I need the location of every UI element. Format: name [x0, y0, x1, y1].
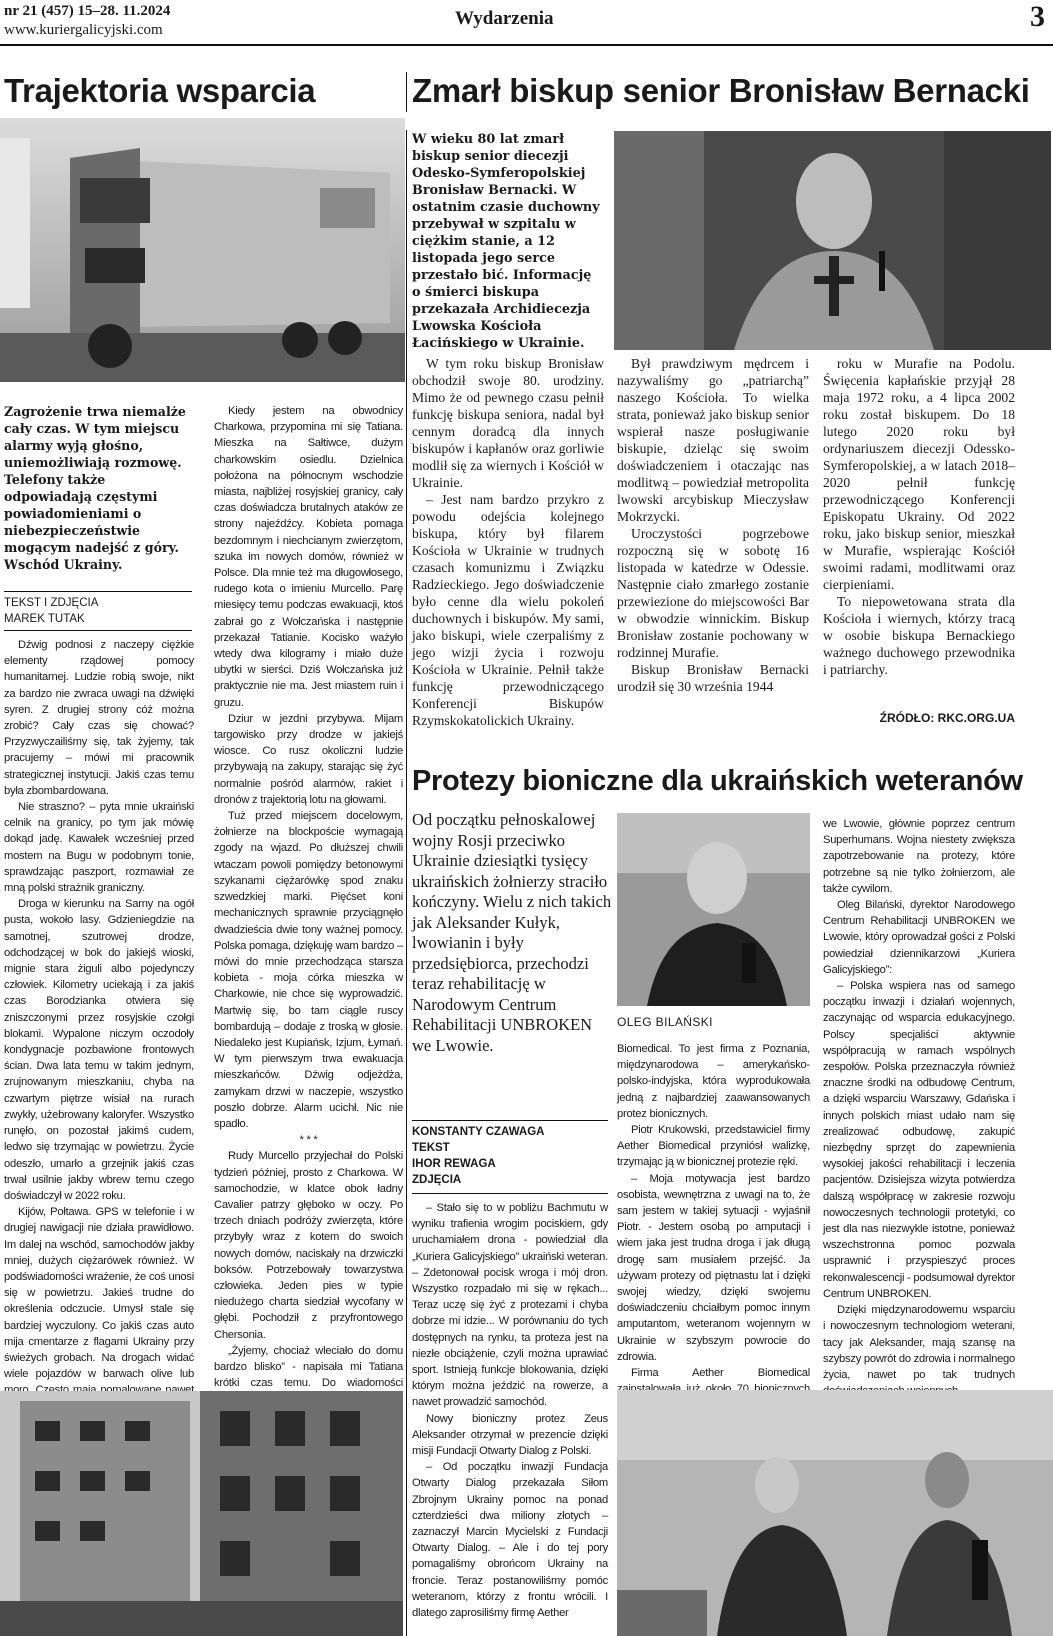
paragraph: Tuż przed miejscem docelowym, żołnierze na blockpoście wymagają zgody na wjazd. Po dłuższej chwili wtaczam powoli pomiędzy betonowymi szykanami ciężarówkę spod znaku szwedzkiej marki. Pięćset koni mechanicznych sprawnie przyciągnęło dwadzieścia dwie tony ważnej pomocy. Polska pomaga, dziękuję wam bardzo – mówi do mnie przechodząca starsza kobieta - moja córka mieszka w Charkowie, nie chce się wyprowadzić. Martwię się, bo tam ciągle ruscy bombardują – dodaje z troską w głosie. Niedaleko jest Kupiańsk, Izjum, Łymań. W tym pierwszym trwa ewakuacja mieszkańców. Dźwig odjeżdża, zamykam drzwi w naczepie, wszystko poszło dobrze. Alarm ucichł. Nic nie spadło. [214, 810, 403, 1130]
paragraph: To niepowetowana strata dla Kościoła i wiernych, którzy tracą w osobie biskupa Bernackiego ważnego duchowego przewodnika i patriarchy. [823, 594, 1015, 677]
article3-lead: Od początku pełnoskalowej wojny Rosji przeciwko Ukrainie dziesiątki tysięcy ukraińskich żołnierzy straciło kończyny. Wielu z nich takich jak Aleksander Kułyk, lwowianin i były przedsiębiorca, przechodzi teraz rehabilitację w Narodowym Centrum Rehabilitacji UNBROKEN we Lwowie. [412, 810, 612, 1055]
byline-author: MAREK TUTAK [4, 613, 85, 625]
article3-column-2 [617, 1041, 810, 1414]
photo-caption: OLEG BILAŃSKI [617, 1015, 713, 1029]
article3-column-3 [823, 816, 1015, 1399]
paragraph: Rudy Murcello przyjechał do Polski tydzień później, prosto z Charkowa. W samochodzie, w klatce obok ładny Cavalier patrzy głęboko w oczy. Po trzech dniach podróży zwierzęta, które przybyły wraz z kotem do swoich nowych domów, naciskały na drzwiczki boksów. Potrzebowały towarzystwa człowieka. Jeden pies w typie niedużego charta siedział wycofany w głębi. Pochodził z przyfrontowego Chersonia. [214, 1150, 403, 1341]
site-url[interactable]: www.kuriergalicyjski.com [4, 22, 163, 38]
paragraph: – Stało się to w pobliżu Bachmutu w wyniku trafienia wrogim pociskiem, gdy uruchamiałem drona - powiedział dla „Kuriera Galicyjskiego” ukraiński weteran. – Zdetonował pocisk wroga i mój dron. Wszystko rozpadało mi się w rękach... Teraz uczę się żyć z protezami i chyba dobrze mi idzie... W porównaniu do tych dostępnych na rynku, ta proteza jest na niezłe obciążenie, czyli można uprawiać sport. Istnieją funkcje blokowania, dzięki którym można jeździć na rowerze, a nawet prowadzić samochód. [412, 1202, 608, 1409]
paragraph: Firma Aether Biomedical [631, 1367, 810, 1380]
article2-lead: W wieku 80 lat zmarł biskup senior diecezji Odesko-Symferopolskiej Bronisław Bernacki. W ostatnim czasie duchowny przebywał w szpitalu w ciężkim stanie, a 12 listopada jego serce przestało bić. Informację o śmierci biskupa przekazała Archidiecezja Lwowska Kościoła Łacińskiego w Ukrainie. [412, 132, 600, 351]
paragraph: Dzięki międzynarodowemu wsparciu i nowoczesnym technologiom weterani, tacy jak Aleksander, mają szansę na szybszy powrót do zdrowia i normalnego życia, nawet po tak trudnych [823, 1304, 1015, 1381]
article2-source: ŹRÓDŁO: RKC.ORG.UA [879, 711, 1015, 725]
article2-column-2 [617, 355, 809, 695]
paragraph: – Od początku inwazji Fundacja Otwarty Dialog przekazała Siłom Zbrojnym Ukrainy pomoc na ponad czterdzieści dwa miliony złotych – zaznaczył Marcin Mycielski z Fundacji Otwarty Dialog. – Ale i do tej pory pomagaliśmy obrońcom Ukrainy na froncie. Teraz postanowiliśmy pomóc weteranom, którzy z frontu wrócili. I dlatego zaprosiliśmy firmę Aether [412, 1461, 608, 1620]
paragraph: W tym roku biskup Bronisław obchodził swoje 80. urodziny. Mimo że od pewnego czasu pełnił funkcję biskupa seniora, nadal był cennym doradcą dla innych biskupów i kapłanów oraz gorliwie modlił się za wiernych i Kościół w Ukrainie. [412, 356, 604, 490]
masthead-info [4, 2, 170, 40]
article1-column-1 [4, 637, 194, 1447]
byline-rule-bottom [4, 630, 192, 631]
byline-rule-bottom [412, 1193, 608, 1194]
paragraph: – Jest nam bardzo przykro z powodu odejścia kolejnego biskupa, który był filarem Kościoła w Ukrainie w trudnych czasach komunizmu i Związku Radzieckiego. Jego doświadczenie było cenne dla wielu pokoleń duchownych i biskupów. My sami, jako biskupi, wiele czerpaliśmy z jego wizji życia i rozwoju Kościoła w Ukrainie. Pełnił także funkcję przewodniczącego Konferencji Biskupów Rzymskokatolickich Ukrainy. [412, 492, 604, 728]
paragraph: Dźwig podnosi z naczepy ciężkie elementy rządowej pomocy humanitarnej. Ludzie robią swoje, nikt za bardzo nie zwraca uwagi na dźwięki syren. Z drugiej strony cóż można zrobić? Cały czas się chować? Przyzwyczailiśmy się, tak żyjemy, tak pracujemy – mówi mi pracownik strategicznej instytucji. Jakiś czas temu była zbombardowana. [4, 639, 194, 797]
paragraph: Biomedical. To jest firma z Poznania, międzynarodowa – amerykańsko-polsko-indyjska, która wyprodukowała jedną z najbardziej zaawansowanych protez bionicznych. [617, 1043, 810, 1120]
paragraph: Uroczystości pogrzebowe rozpoczną się w sobotę 16 listopada w katedrze w Odessie. Następnie ciało zmarłego zostanie przewiezione do miejscowości Bar w obwodzie winnickim. Biskup Bronisław zostanie pochowany w rodzinnej Murafie. [617, 526, 809, 660]
paragraph: we Lwowie, głównie poprzez centrum Superhumans. Wojna niestety zwiększa zapotrzebowanie na protezy, które potrzebne są nie tylko żołnierzom, ale także cywilom. [823, 818, 1015, 895]
paragraph: roku w Murafie na Podolu. Święcenia kapłańskie przyjął 28 maja 1972 roku, a 4 lipca 2002 roku został biskupem. Do 18 lutego 2020 roku był ordynariuszem diecezji Odessko-Symferopolskiej, a w latach 2018–2020 pełnił funkcję przewodniczącego Konferencji Episkopatu Ukrainy. Od 2022 roku, jako biskup senior, mieszkał w Murafie, wspierając Kościół swoimi radami, modlitwami oraz cierpieniami. [823, 356, 1015, 592]
paragraph: Droga w kierunku na Sarny na ogół pusta, wokoło lasy. Gdzieniegdzie na samotnej, szutrowej drodze, odchodzącej w bok do jakiejś wioski, mignie stara żiguli albo pojedynczy człowiek. Kilometry uciekają i za jakiś czas Borodzianka otwiera się zniszczonymi przez rosyjskie czołgi blokami. Wypalone niczym oczodoły kondygnacje pozbawione frontowych ścian. Dwa lata temu w takim jednym, zrujnowanym mieszkaniu, chyba na czwartym piętrze wisiał na rurach zwykły, użebrowany kaloryfer. Wszystko runęło, on pozostał jakimś cudem, ledwo się trzymając w powietrzu. Życie odeszło, umarło a grzejnik jakiś czas trwał usilnie jakby wbrew temu czego doświadczył w 2022 roku. [4, 898, 194, 1202]
byline-rule [412, 1120, 608, 1121]
page-number: 3 [1030, 0, 1045, 33]
paragraph: Dziur w jezdni przybywa. Mijam targowisko przy drodze w jakiejś wiosce. Co rusz okoliczni ludzie przybywają na zakupy, starając się żyć normalnie pośród alarmów, rakiet i dronów z trajektorią lotu na głowami. [214, 712, 403, 806]
byline-rule [4, 591, 192, 592]
prosthesis-photo [617, 1390, 1053, 1636]
paragraph: Był prawdziwym mędrcem i nazywaliśmy go „patriarchą” naszego Kościoła. To wielka strata, ponieważ jako biskup senior wspierał nasze posługiwanie biskupie, dzieląc się swoim doświadczeniem i otaczając nas modlitwą – powiedział metropolita lwowski arcybiskup Mieczysław Mokrzycki. [617, 356, 809, 524]
byline-author: KONSTANTY CZAWAGA [412, 1126, 545, 1138]
byline-role: TEKST I ZDJĘCIA [4, 597, 99, 609]
byline-photographer: IHOR REWAGA [412, 1158, 496, 1170]
section-title: Wydarzenia [455, 8, 554, 29]
column-divider [406, 130, 407, 1636]
paragraph: Kijów, Połtawa. GPS w telefonie i w drugiej nawigacji nie działa prawidłowo. Im dalej na wschód, samochodów jakby mniej, dużych ciężarówek również. W podświadomości wrażenie, że coś unosi się w powietrzu. Jakieś trudne do określenia odczucie. Umysł stale się bardziej wyczulony. Co jakiś czas auto mija cmentarze z flagami Ukrainy przy świeżych grobach. Na drogach widać wiele pojazdów w barwach olive lub [4, 1206, 194, 1381]
article1-column-2 [214, 403, 403, 1456]
paragraph: – Moja motywacja jest bardzo osobista, wewnętrzna z uwagi na to, że sam jestem w takiej sytuacji - wyjaśnił Piotr. - Jestem osobą po amputacji i wiem jaka jest trudna droga i jak długą drogę sam musiałem przejść. Ja używam protezy od piętnastu lat i dzięki swojej wiedzy, dzięki swojemu doświadczeniu chciałbym pomoc innym amputantom, weteranom wojennym w Ukrainie w szybszym powrocie do zdrowia. [617, 1172, 810, 1363]
paragraph: – Polska wspiera nas od samego początku inwazji i działań wojennych, zaczynając od wsparcia edukacyjnego. Polscy specjaliści aktywnie współpracują w ramach wspólnych zespołów. Polska przeznaczyła również znaczne środki na odbudowę Centrum, a dzięki wsparciu Warszawy, Gdańska i innych polskich miast udało nam się zrealizować odbudowę, zakupić niezbędny sprzęt do zapewnienia wysokiej jakości rehabilitacji i leczenia pacjentów. Dzisiejsza wizyta potwierdza dalszą współpracę w zakresie rozwoju nowoczesnych technologii protetyki, co jest dla nas niezwykle istotne, ponieważ wszechstronna pomoc pozwala usprawnić i przyspieszyć proces rekonwalescencji - podsumował dyrektor Centrum UNBROKEN. [823, 980, 1015, 1300]
ruined-building-photo [0, 1391, 403, 1636]
bishop-photo [614, 131, 1051, 350]
byline-role: TEKST [412, 1142, 450, 1154]
article3-title: Protezy bioniczne dla ukraińskich weteranów [412, 765, 1023, 797]
article1-lead: Zagrożenie trwa niemalże cały czas. W tym miejscu alarmy wyją głośno, uniemożliwiają rozmowę. Telefony także odpowiadają częstymi powiadomieniami o niebezpieczeństwie mogącym nadejść z góry. Wschód Ukrainy. [4, 404, 186, 572]
issue-number: nr 21 (457) 15–28. 11.2024 [4, 3, 171, 19]
article1-title: Trajektoria wsparcia [4, 72, 316, 109]
paragraph: Kiedy jestem na obwodnicy Charkowa, przypomina mi się Tatiana. Mieszka na Sałtiwce, dużym charkowskim osiedlu. Dzielnica położona na północnym wschodzie miasta, najbliżej rosyjskiej granicy, cały czas doświadcza brutalnych ataków ze strony najeźdźcy. Kobieta pomaga bezdomnym i niechcianym zwierzętom, szuka im nowych domów, również w Polsce. Dla mnie też ma długowłosego, rudego kota o imieniu Murcello. Parę miesięcy temu podczas ewakuacji, ktoś zabrał go z Wołczańska i następnie przekazał Tatianie. Kocisko ważyło wtedy dwa kilogramy i miało duże ubytki w sierści. Dziś Wołczańska już praktycznie nie ma. Jest miastem ruin i gruzu. [214, 405, 403, 709]
paragraph: Nie straszno? – pyta mnie ukraiński celnik na granicy, po tym jak mówię dokąd jadę. Kawałek wcześniej przed mostem na Bugu w podobnym tonie, sprawdzając paszport, rozmawiał ze mną polski strażnik graniczny. [4, 801, 194, 895]
paragraph: Oleg Bilański, dyrektor Narodowego Centrum Rehabilitacji UNBROKEN we Lwowie, który oprowadzał gości z Polski powiedział dziennikarzowi „Kuriera Galicyjskiego”: [823, 899, 1015, 976]
paragraph: Nowy bioniczny protez Zeus Aleksander otrzymał w prezencie dzięki misji Fundacji Otwarty Dialog z Polski. [412, 1412, 608, 1458]
article2-column-3 [823, 355, 1015, 678]
paragraph: Biskup Bronisław Bernacki urodził się 30 września 1944 [617, 662, 809, 694]
article1-byline [4, 595, 194, 627]
header-rule [0, 44, 1053, 46]
oleg-bilanski-photo [617, 813, 810, 1006]
section-break-stars: * * * [299, 1134, 318, 1147]
article2-column-1 [412, 355, 604, 729]
article3-byline [412, 1124, 608, 1188]
title-divider [406, 72, 407, 112]
truck-photo [0, 118, 405, 382]
paragraph: „Żyjemy, chociaż wleciało do domu bardzo blisko” - napisała mi Tatiana krótki czas temu. Do wiadomości [214, 1344, 403, 1390]
paragraph: Piotr Krukowski, przedstawiciel firmy Aether Biomedical przyniósł walizkę, trzymając ją w bionicznej protezie ręki. [617, 1124, 810, 1169]
article3-column-1 [412, 1200, 608, 1621]
article2-title: Zmarł biskup senior Bronisław Bernacki [412, 72, 1030, 109]
byline-role: ZDJĘCIA [412, 1174, 462, 1186]
